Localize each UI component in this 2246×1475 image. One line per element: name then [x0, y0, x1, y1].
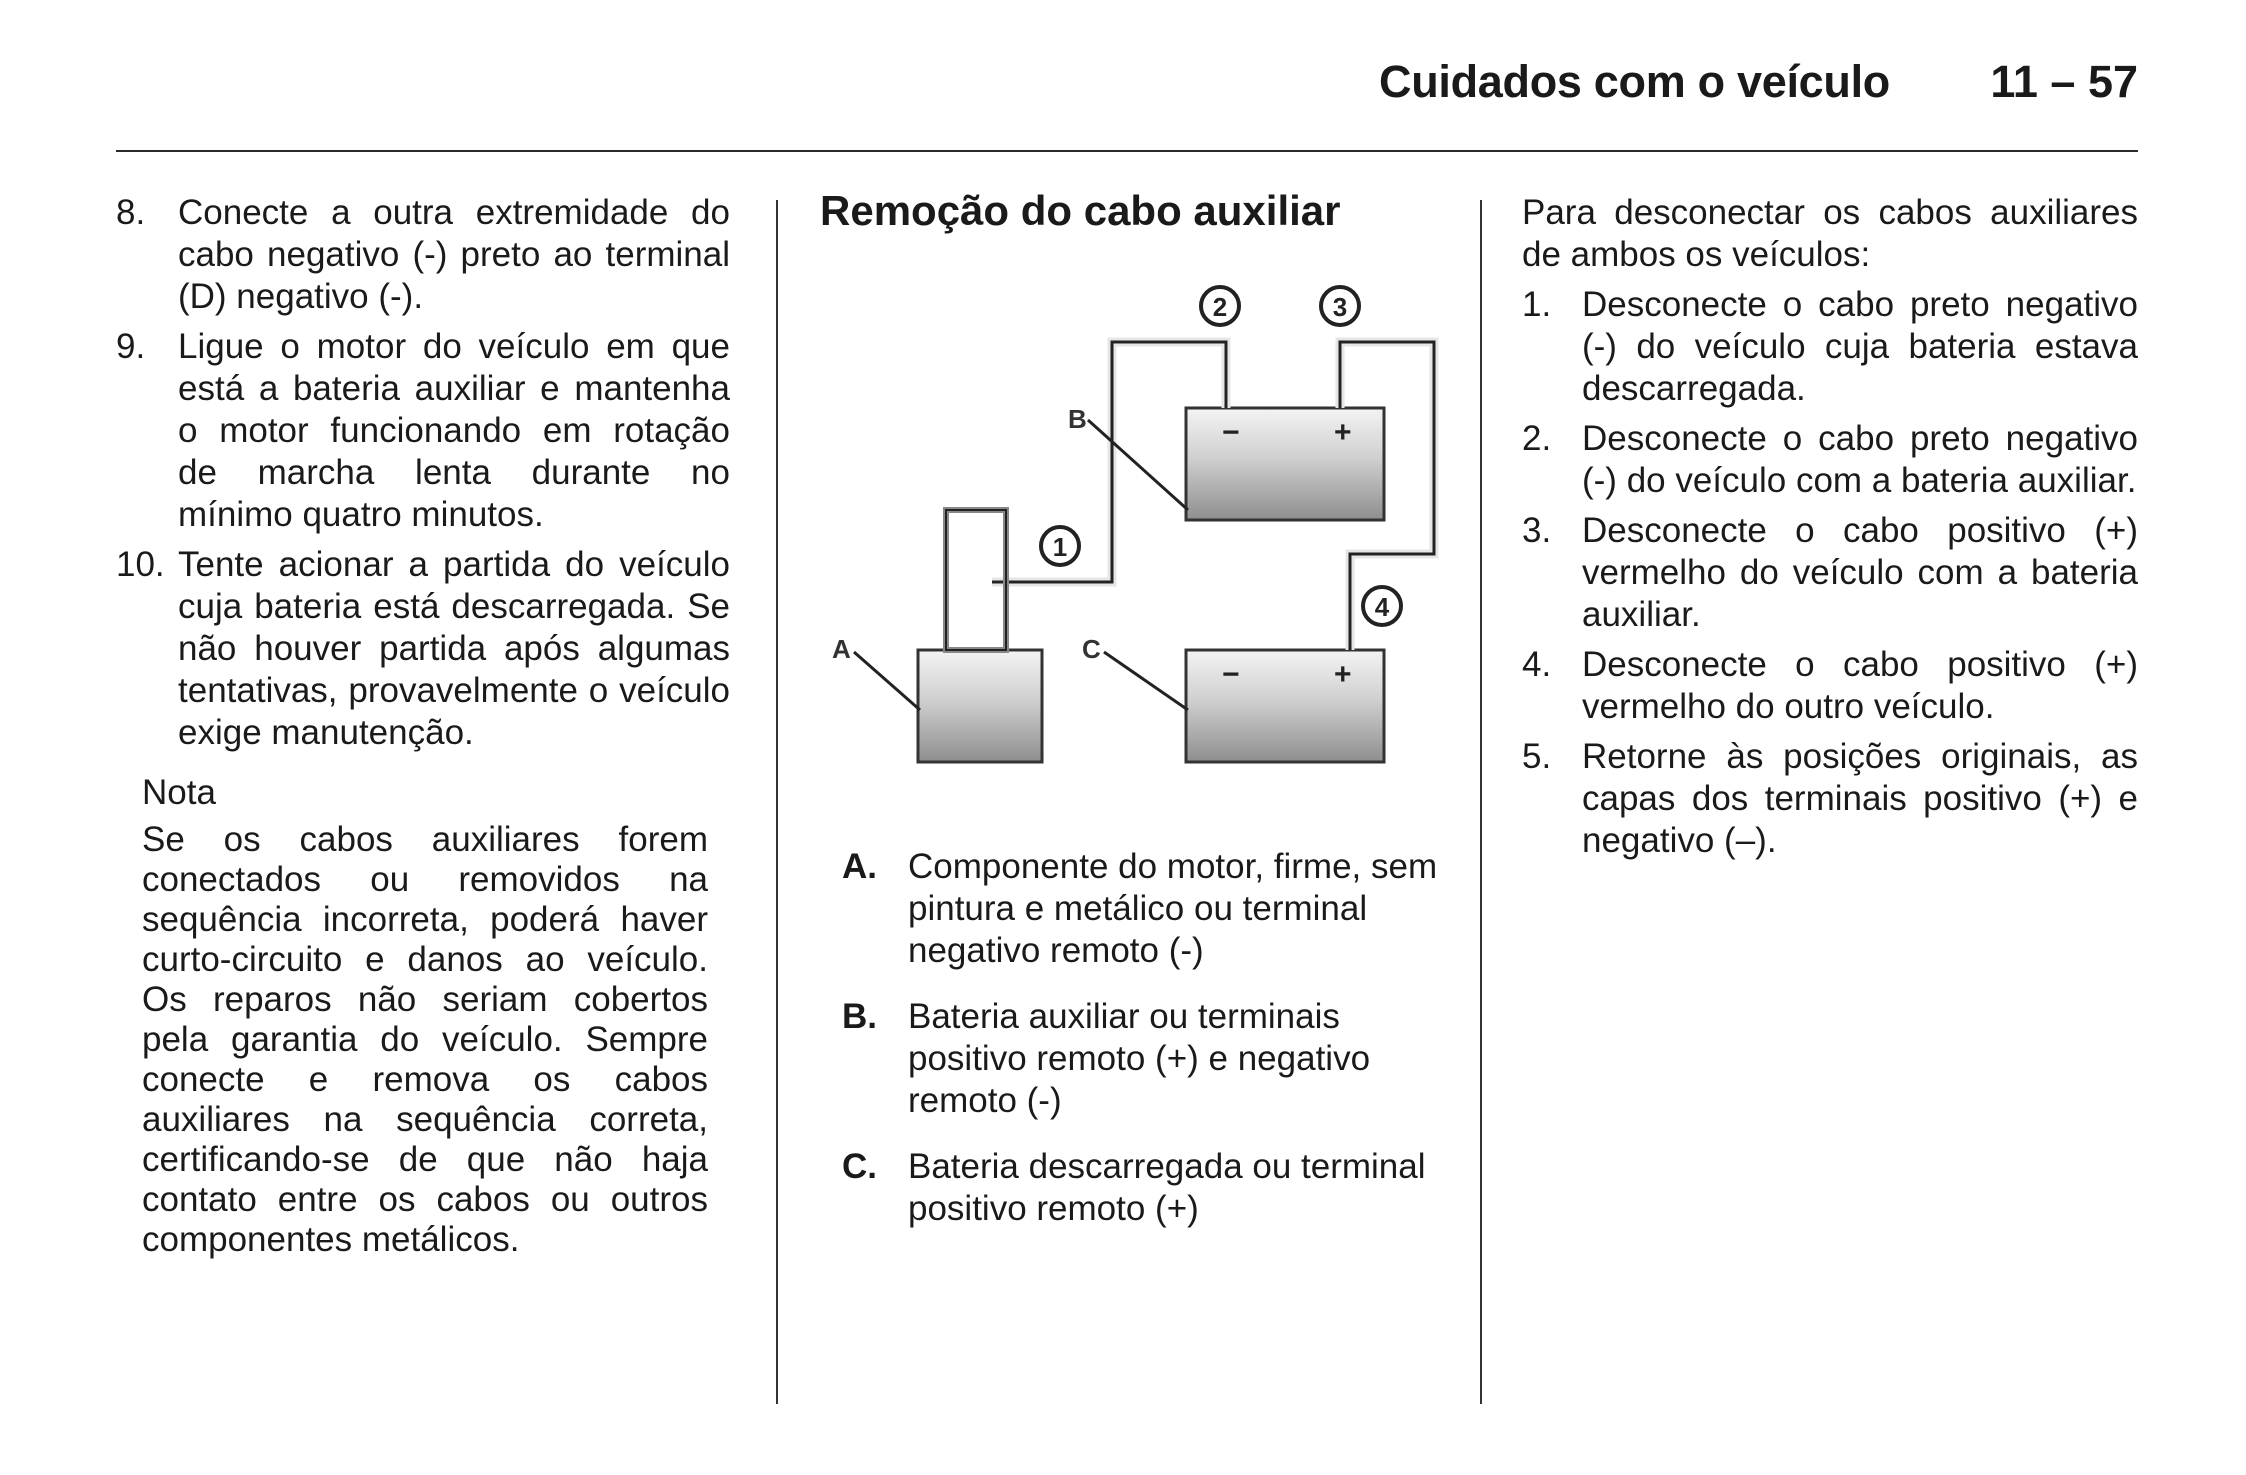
callout-4-number: 4 — [1374, 592, 1390, 622]
note-title: Nota — [142, 773, 216, 812]
callout-2 — [1201, 287, 1239, 325]
step-number: 8. — [116, 193, 146, 232]
label-a: A — [832, 634, 851, 664]
note-text: Se os cabos auxiliares forem conectados ou removidos na sequência incorreta, poderá haver curto-circuito e danos ao veículo. Os reparos não seriam cobertos pela garantia do veículo. Sempre conecte e remova os cabos auxiliares na sequência correta, certificando-se de que não haja contato entre os cabos ou outros componentes metálicos. — [142, 820, 708, 1259]
step-number: 5. — [1522, 737, 1552, 776]
step-10 — [116, 544, 730, 754]
step-number: 9. — [116, 327, 146, 366]
step-text: Tente acionar a partida do veículo cuja bateria está descarregada. Se não houver partida após algumas tentativas, provavelmente o veículo exige manutenção. — [178, 545, 730, 752]
diagram-svg — [820, 270, 1460, 780]
step-8 — [116, 192, 730, 318]
removal-step-4 — [1522, 644, 2138, 728]
battery-b — [1186, 408, 1384, 520]
step-text: Desconecte o cabo positivo (+) vermelho do veículo com a bateria auxiliar. — [1582, 511, 2138, 634]
step-text: Retorne às posições originais, as capas dos terminais positivo (+) e negativo (–). — [1582, 737, 2138, 860]
callout-1-number: 1 — [1052, 532, 1068, 562]
leader-c — [1104, 652, 1188, 710]
header-divider — [116, 150, 2138, 152]
step-number: 3. — [1522, 511, 1552, 550]
callout-3-number: 3 — [1332, 292, 1348, 322]
step-number: 2. — [1522, 419, 1552, 458]
callout-4 — [1363, 587, 1401, 625]
removal-step-3 — [1522, 510, 2138, 636]
legend-item-b — [842, 996, 1442, 1122]
battery-c-plus: + — [1334, 658, 1352, 691]
right-column — [1522, 192, 2138, 870]
note-box — [142, 772, 708, 1260]
jump-start-diagram — [820, 270, 1460, 780]
callout-3 — [1321, 287, 1359, 325]
battery-c-minus: − — [1222, 658, 1240, 691]
label-c: C — [1082, 634, 1101, 664]
battery-b-minus: − — [1222, 416, 1240, 449]
intro-text: Para desconectar os cabos auxiliares de ambos os veículos: — [1522, 193, 2138, 274]
section-title: Remoção do cabo auxiliar — [820, 187, 1341, 234]
page-number: 11 – 57 — [1990, 56, 2138, 107]
legend-text: Bateria auxiliar ou terminais positivo remoto (+) e negativo remoto (-) — [908, 997, 1371, 1120]
step-text: Ligue o motor do veículo em que está a bateria auxiliar e mantenha o motor funcionando em rotação de marcha lenta durante no mínimo quatro minutos. — [178, 327, 730, 534]
battery-c — [1186, 650, 1384, 762]
header-title: Cuidados com o veículo — [1379, 56, 1890, 107]
legend-text: Bateria descarregada ou terminal positivo remoto (+) — [908, 1147, 1426, 1228]
legend-key: B. — [842, 997, 877, 1036]
removal-step-2 — [1522, 418, 2138, 502]
step-text: Desconecte o cabo positivo (+) vermelho do outro veículo. — [1582, 645, 2138, 726]
leader-a — [854, 652, 920, 710]
step-text: Desconecte o cabo preto negativo (-) do veículo com a bateria auxiliar. — [1582, 419, 2138, 500]
legend-key: C. — [842, 1147, 877, 1186]
engine-ground-a — [918, 650, 1042, 762]
legend-key: A. — [842, 847, 877, 886]
legend-item-a — [842, 846, 1442, 972]
step-9 — [116, 326, 730, 536]
leader-b — [1088, 420, 1188, 510]
legend-text: Componente do motor, firme, sem pintura e metálico ou terminal negativo remoto (-) — [908, 847, 1438, 970]
step-number: 1. — [1522, 285, 1552, 324]
callout-2-number: 2 — [1212, 292, 1228, 322]
step-text: Desconecte o cabo preto negativo (-) do veículo cuja bateria estava descarregada. — [1582, 285, 2138, 408]
battery-b-plus: + — [1334, 416, 1352, 449]
removal-step-5 — [1522, 736, 2138, 862]
callout-1 — [1041, 527, 1079, 565]
column-divider-right — [1480, 200, 1482, 1404]
label-b: B — [1068, 404, 1087, 434]
step-text: Conecte a outra extremidade do cabo negativo (-) preto ao terminal (D) negativo (-). — [178, 193, 730, 316]
step-number: 10. — [116, 545, 165, 584]
diagram-legend — [842, 846, 1442, 1254]
column-divider-left — [776, 200, 778, 1404]
step-number: 4. — [1522, 645, 1552, 684]
removal-step-1 — [1522, 284, 2138, 410]
left-column — [116, 192, 730, 1260]
middle-column — [820, 187, 1430, 258]
legend-item-c — [842, 1146, 1442, 1230]
